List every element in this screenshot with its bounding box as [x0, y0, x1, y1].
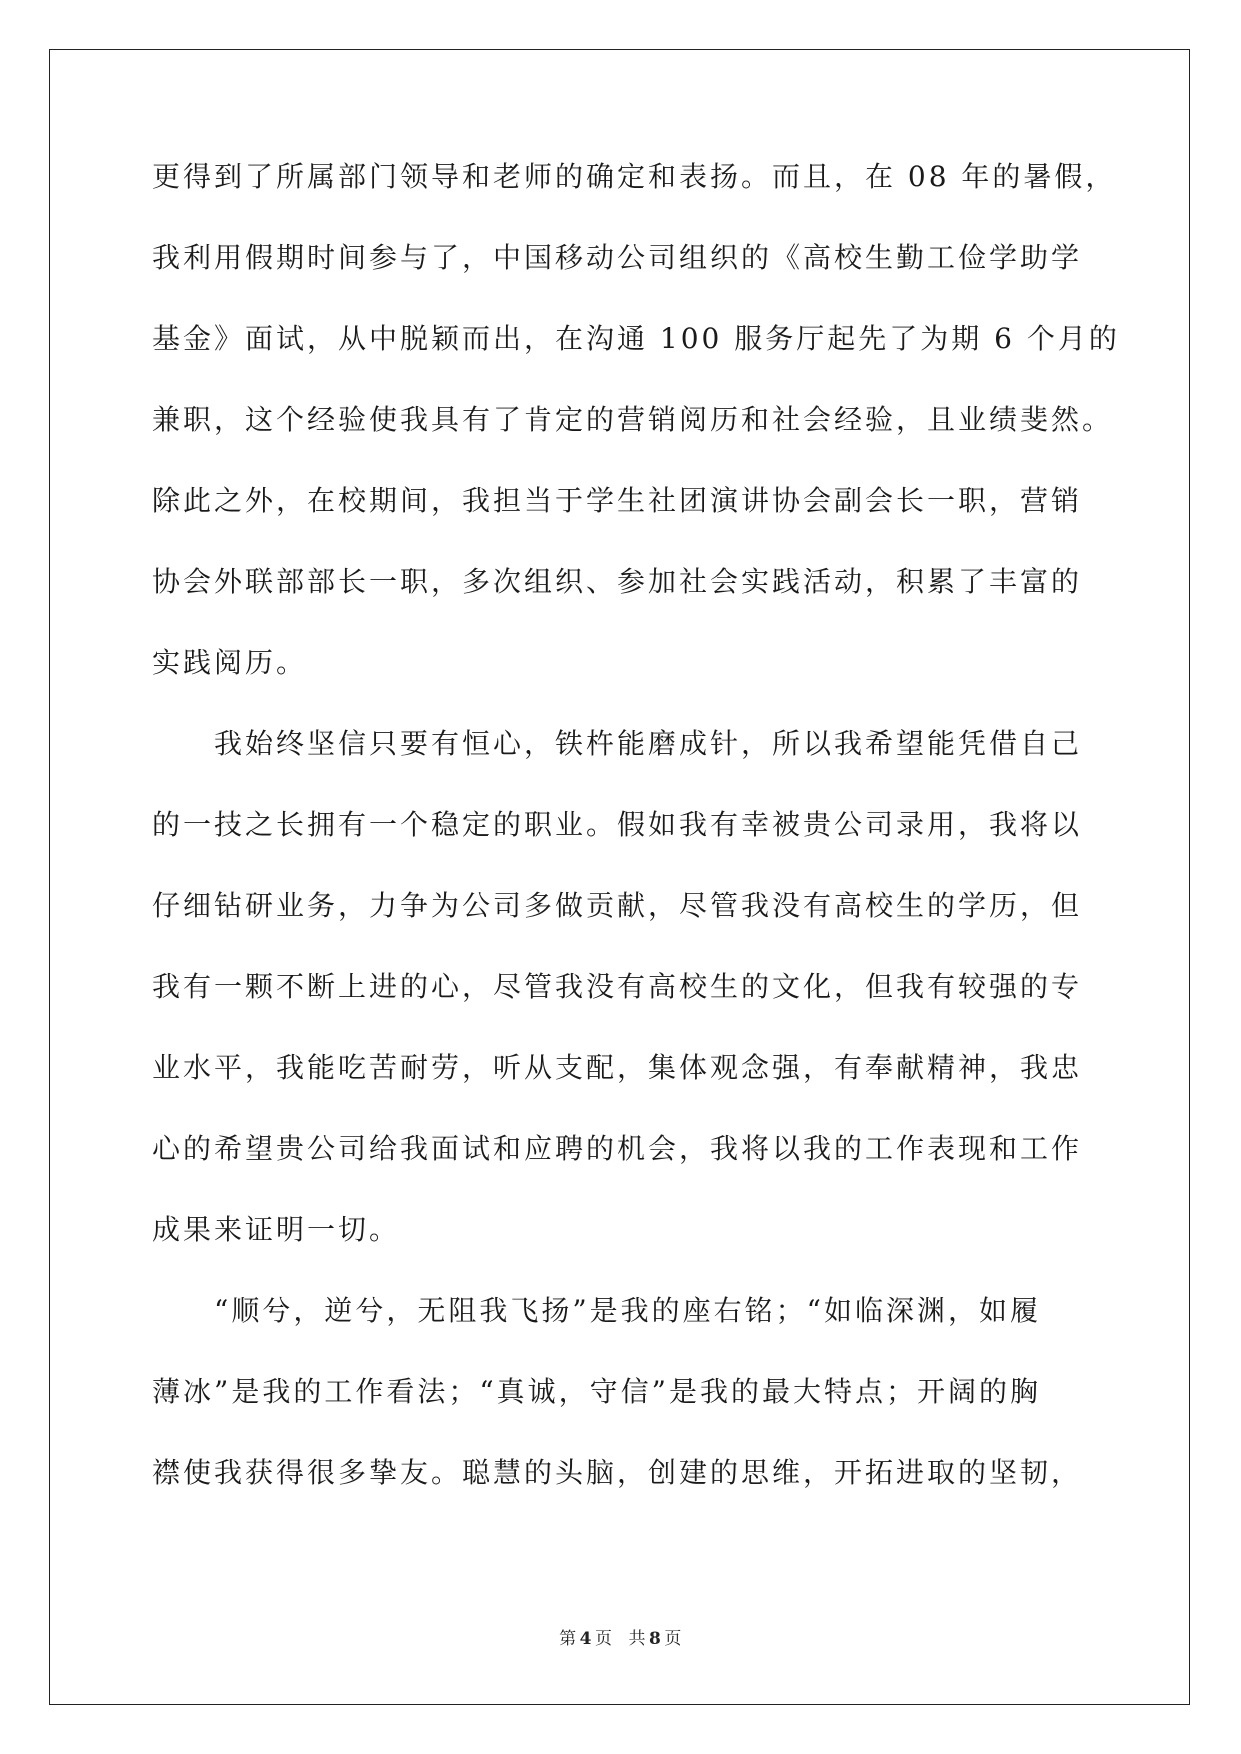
- text-line: 兼职，这个经验使我具有了肯定的营销阅历和社会经验，且业绩斐然。: [152, 403, 1114, 436]
- footer-total-prefix: 共: [628, 1629, 646, 1649]
- current-page-number: 4: [579, 1629, 592, 1649]
- text-line: 成果来证明一切。: [152, 1213, 401, 1246]
- text-line: 的一技之长拥有一个稳定的职业。假如我有幸被贵公司录用，我将以: [152, 808, 1083, 841]
- text-line: 心的希望贵公司给我面试和应聘的机会，我将以我的工作表现和工作: [152, 1132, 1083, 1165]
- footer-page-prefix: 第: [559, 1629, 577, 1649]
- text-line: 我利用假期时间参与了，中国移动公司组织的《高校生勤工俭学助学: [152, 241, 1083, 274]
- text-line: 薄冰”是我的工作看法；“真诚，守信”是我的最大特点；开阔的胸: [152, 1375, 1041, 1408]
- text-line: 协会外联部部长一职，多次组织、参加社会实践活动，积累了丰富的: [152, 565, 1083, 598]
- page-footer: [0, 1624, 1241, 1649]
- text-line: 除此之外，在校期间，我担当于学生社团演讲协会副会长一职，营销: [152, 484, 1083, 517]
- paragraph-start-line: 我始终坚信只要有恒心，铁杵能磨成针，所以我希望能凭借自己: [214, 727, 1083, 760]
- footer-page-unit: 页: [595, 1629, 613, 1649]
- document-body: [152, 160, 1120, 1537]
- text-line: 仔细钻研业务，力争为公司多做贡献，尽管我没有高校生的学历，但: [152, 889, 1083, 922]
- text-line: 更得到了所属部门领导和老师的确定和表扬。而且，在 08 年的暑假，: [152, 160, 1117, 193]
- text-line: 实践阅历。: [152, 646, 308, 679]
- footer-total-unit: 页: [664, 1629, 682, 1649]
- total-pages-number: 8: [649, 1629, 662, 1649]
- text-line: 我有一颗不断上进的心，尽管我没有高校生的文化，但我有较强的专: [152, 970, 1083, 1003]
- text-line: 襟使我获得很多挚友。聪慧的头脑，创建的思维，开拓进取的坚韧，: [152, 1456, 1083, 1489]
- paragraph-start-line: “顺兮，逆兮，无阻我飞扬”是我的座右铭；“如临深渊，如履: [214, 1294, 1041, 1327]
- text-line: 基金》面试，从中脱颖而出，在沟通 100 服务厅起先了为期 6 个月的: [152, 322, 1120, 355]
- text-line: 业水平，我能吃苦耐劳，听从支配，集体观念强，有奉献精神，我忠: [152, 1051, 1083, 1084]
